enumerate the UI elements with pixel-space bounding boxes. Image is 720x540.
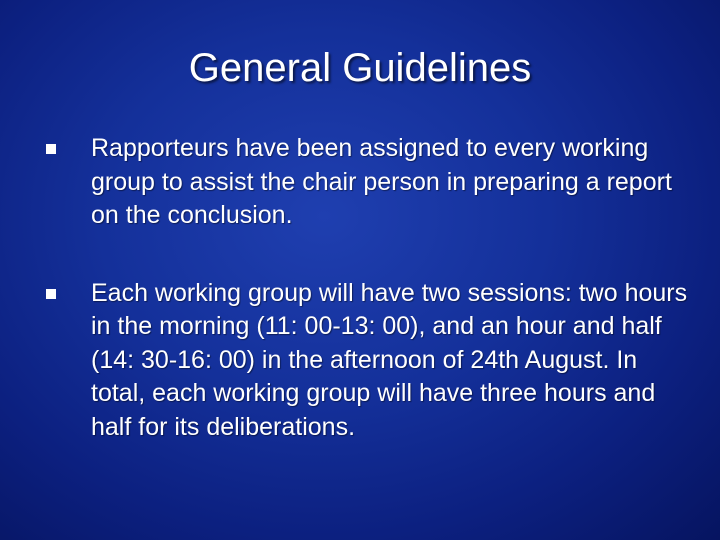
bullet-item (0, 277, 720, 445)
bullet-text: Each working group will have two sessions: two hours in the morning (11: 00-13: 00), and an hour and half (14: 30-16: 00) in the afternoon of 24th August. In total, each working group will have three hours and half for its deliberations. (91, 278, 688, 441)
square-bullet-icon (46, 289, 56, 299)
bullet-item (0, 132, 720, 233)
slide-title: General Guidelines (188, 46, 532, 90)
bullet-text: Rapporteurs have been assigned to every working group to assist the chair person in preparing a report on the conclusion. (91, 134, 672, 229)
square-bullet-icon (46, 144, 56, 154)
bullet-list (0, 132, 720, 488)
